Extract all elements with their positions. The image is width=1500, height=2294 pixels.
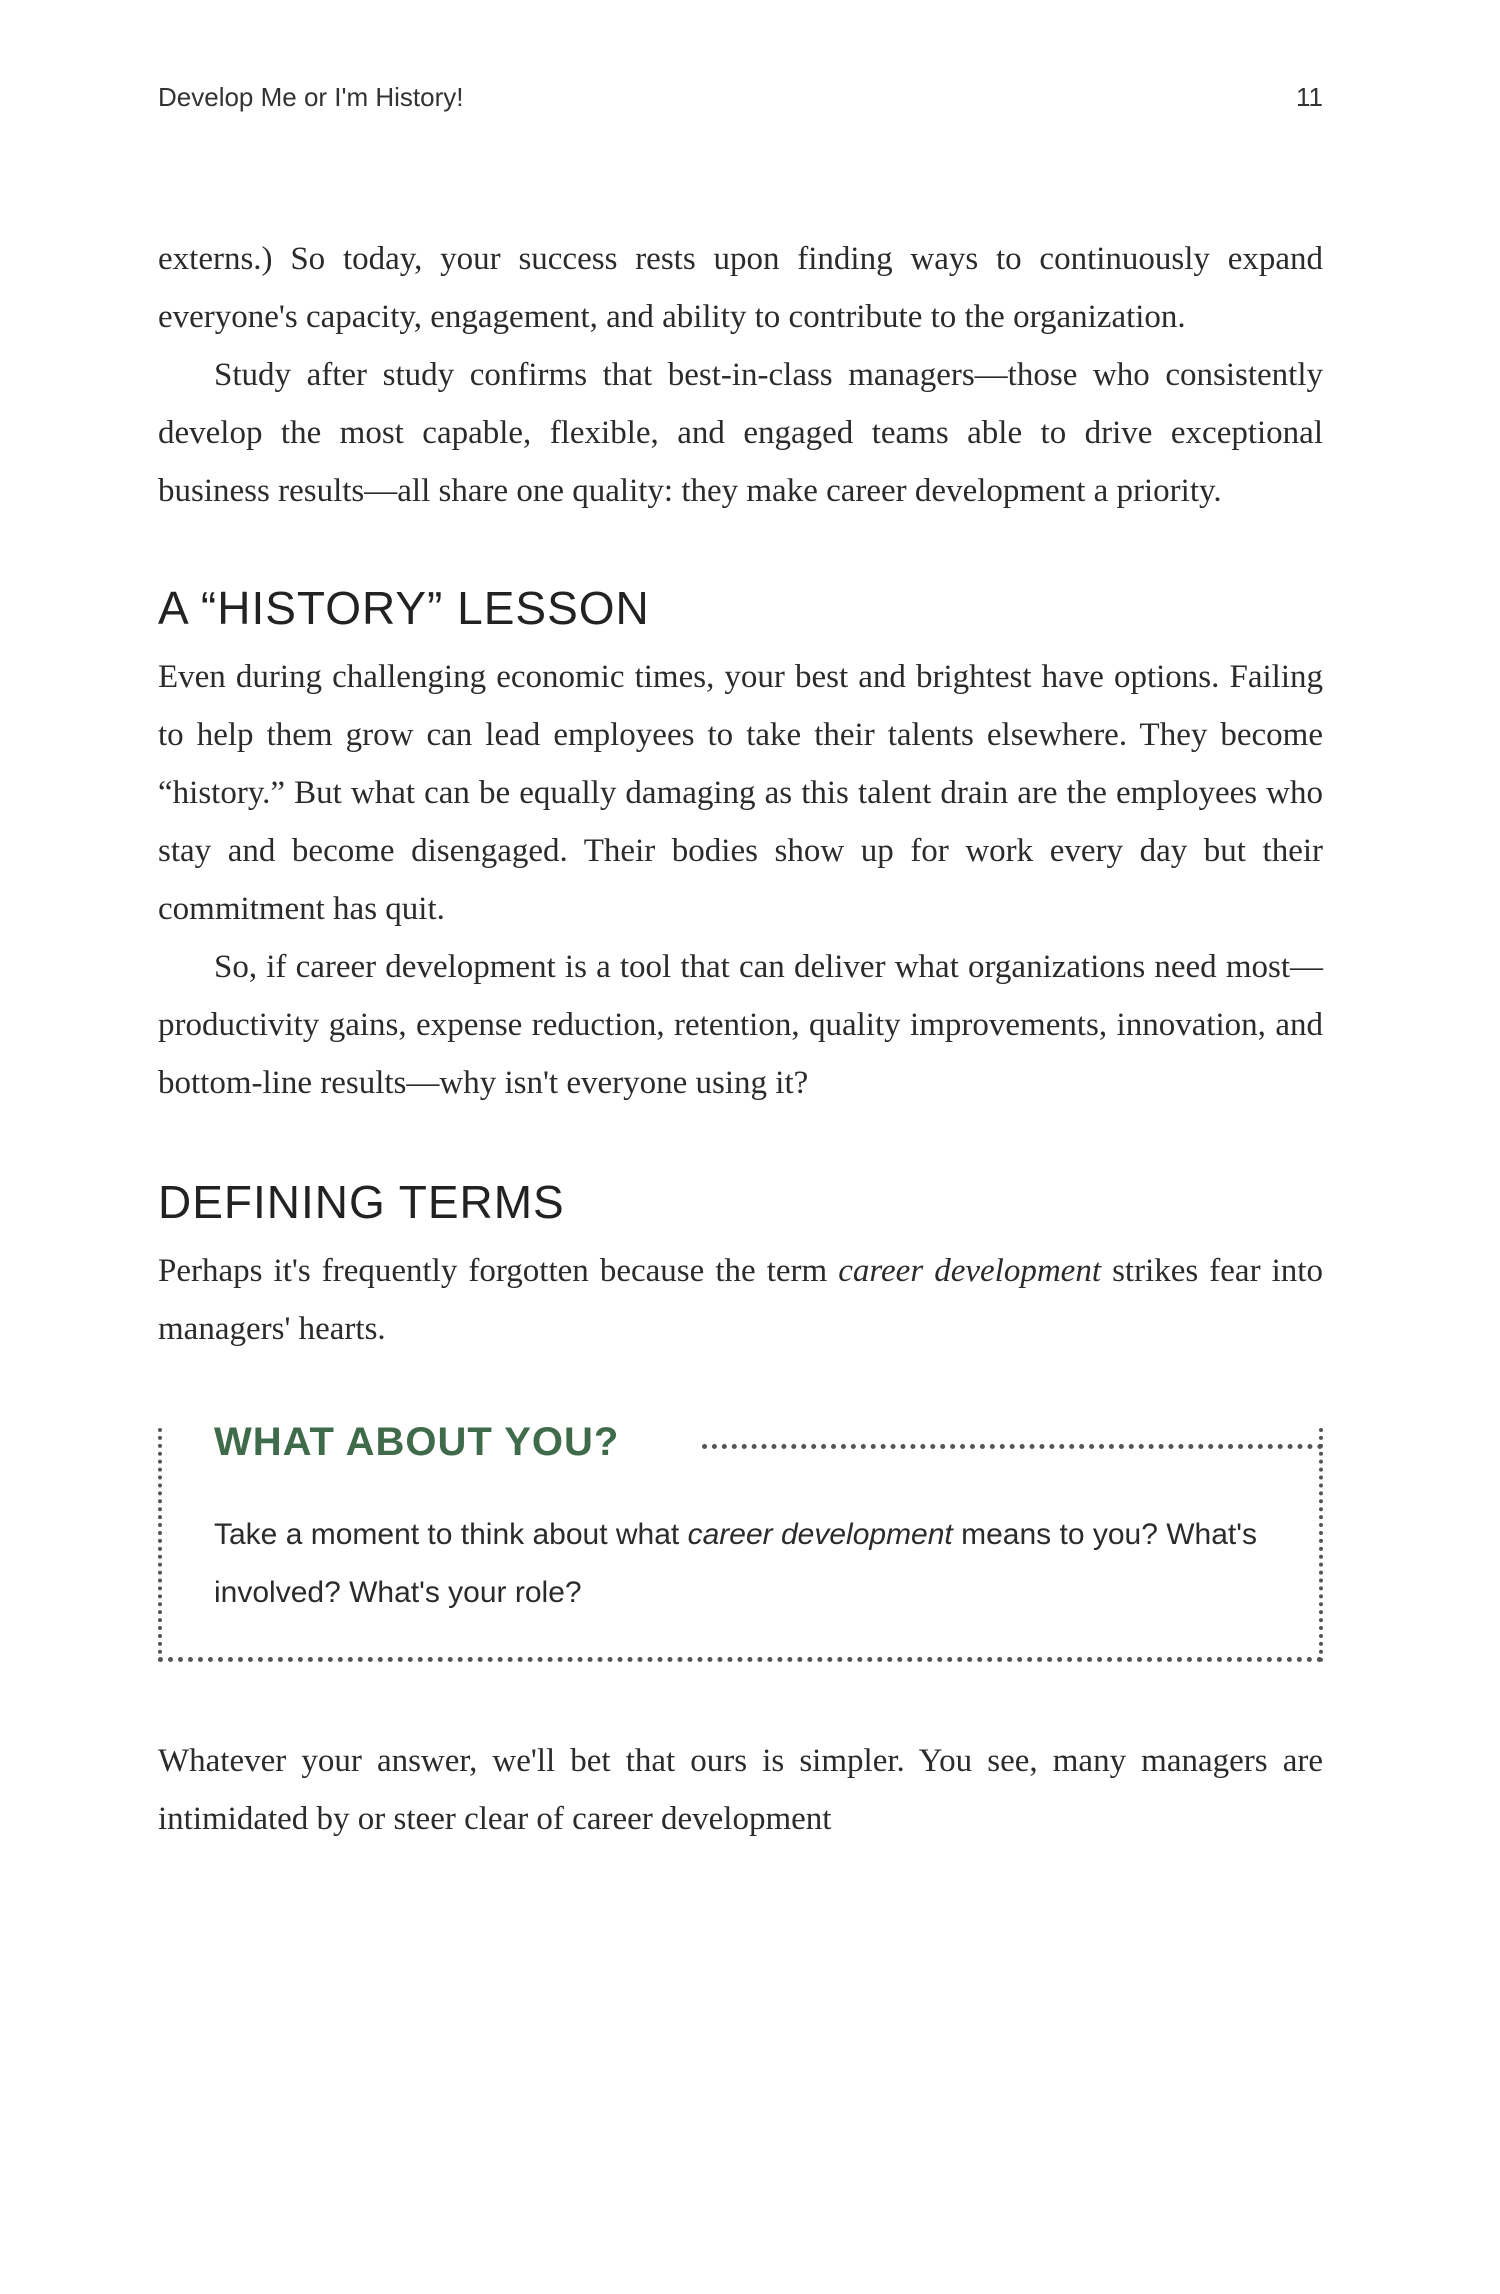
text-run: Take a moment to think about what (214, 1518, 688, 1551)
section-heading: DEFINING TERMS (158, 1176, 565, 1228)
paragraph: Whatever your answer, we'll bet that ours is simpler. You see, many managers are intimidated by or steer clear of career development (158, 1743, 1323, 1837)
paragraph: Even during challenging economic times, your best and brightest have options. Failing to help them grow can lead employees to take their talents elsewhere. They become “history.” But what can be equally damaging as this talent drain are the employees who stay and become disengaged. Their bodies show up for work every day but their commitment has quit. (158, 659, 1323, 927)
paragraph: externs.) So today, your success rests upon finding ways to continuously expand everyone's capacity, engagement, and ability to contribute to the organization. (158, 241, 1323, 335)
paragraph: So, if career development is a tool that can deliver what organizations need most—productivity gains, expense reduction, retention, quality improvements, innovation, and bottom-line results—why isn't everyone using it? (158, 949, 1323, 1101)
callout-text (214, 1506, 1279, 1622)
running-head (158, 82, 1323, 122)
dotted-border (702, 1444, 1323, 1449)
text-run: means to you? What's involved? What's your role? (214, 1518, 1257, 1609)
section-heading: A “HISTORY” LESSON (158, 582, 650, 634)
italic-term: career development (687, 1518, 953, 1551)
text-run: strikes fear into managers' hearts. (158, 1253, 1323, 1347)
callout-title: WHAT ABOUT YOU? (214, 1420, 620, 1464)
book-title: Develop Me or I'm History! (158, 82, 464, 112)
page-number: 11 (1296, 82, 1323, 112)
page-body (158, 230, 1323, 1848)
italic-term: career development (838, 1253, 1101, 1289)
text-run: Perhaps it's frequently forgotten because the term (158, 1253, 839, 1289)
what-about-you-callout (158, 1420, 1323, 1662)
paragraph: Study after study confirms that best-in-class managers—those who consistently develop the most capable, flexible, and engaged teams able to drive exceptional business results—all share one quality: they make career development a priority. (158, 357, 1323, 509)
paragraph (158, 1242, 1323, 1358)
